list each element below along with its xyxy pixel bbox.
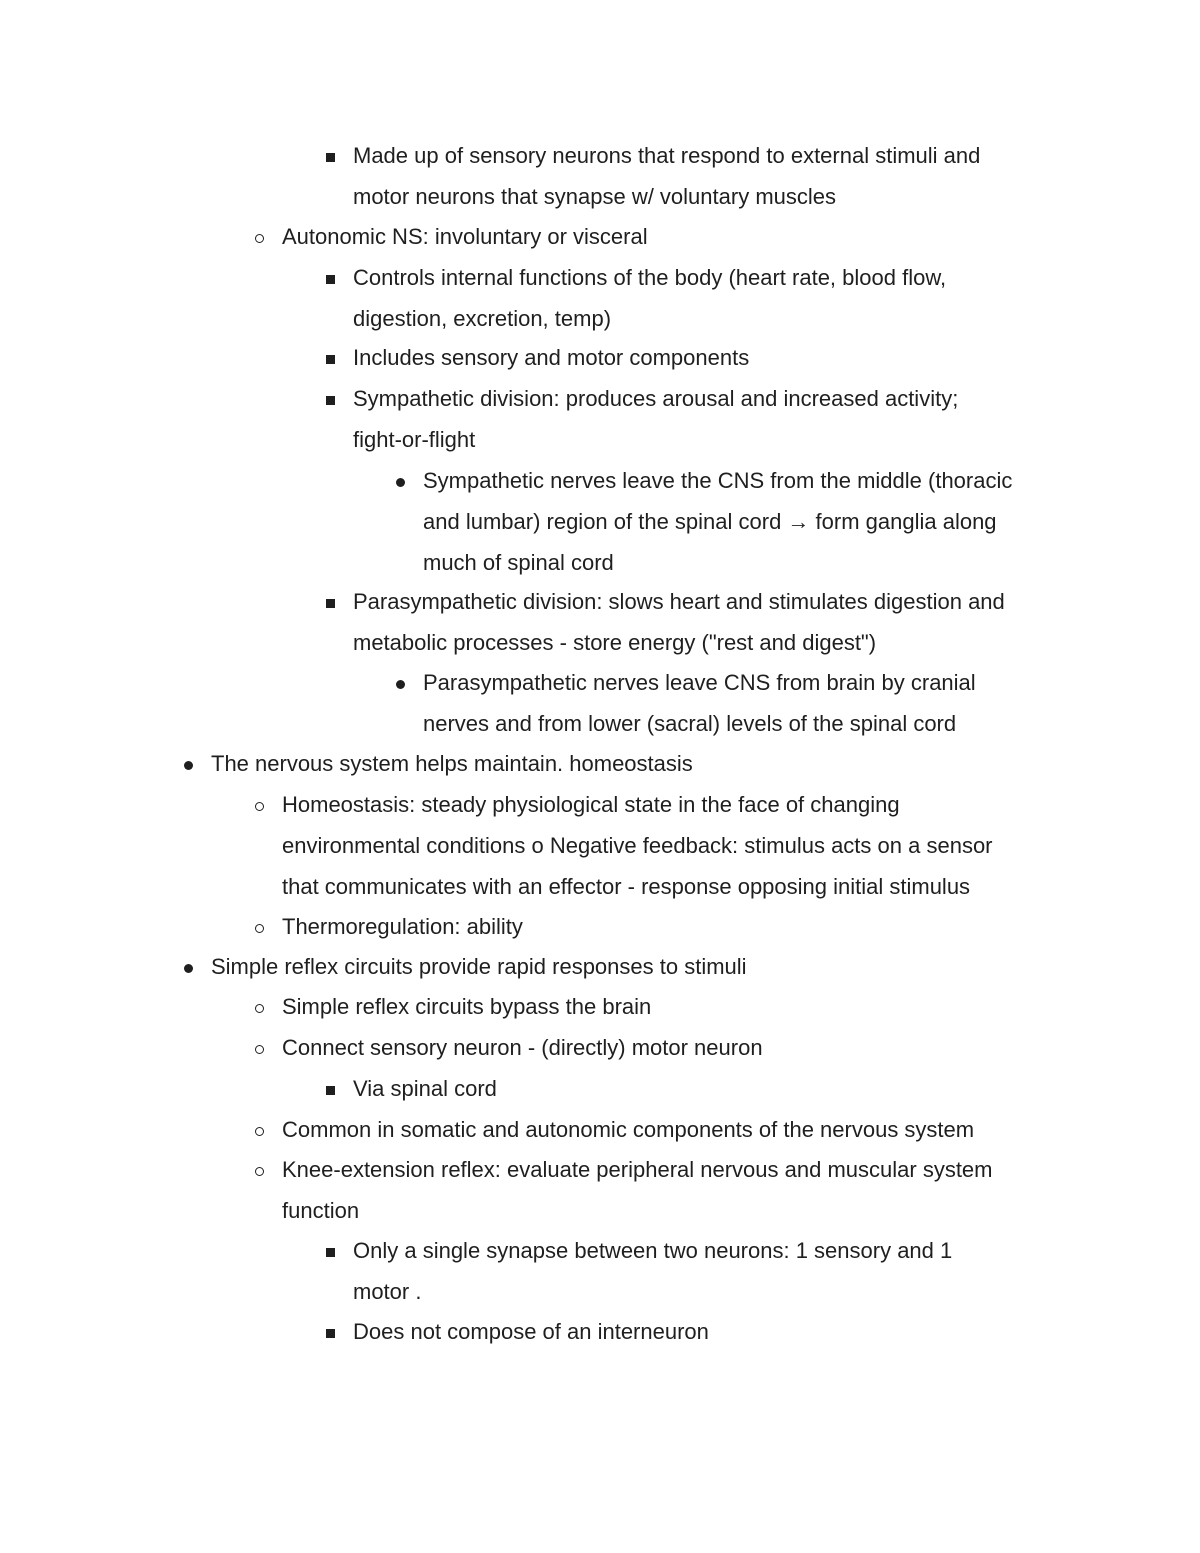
list-item <box>282 987 1072 1028</box>
list-item-line: Simple reflex circuits bypass the brain <box>282 994 652 1019</box>
list-item <box>282 785 1072 907</box>
list-item-line: metabolic processes - store energy ("rest and digest") <box>353 629 877 655</box>
circle-bullet-icon <box>244 1150 274 1191</box>
square-bullet-icon <box>315 1231 345 1272</box>
list-item-line: motor neurons that synapse w/ voluntary muscles <box>353 183 837 209</box>
list-item-line: Controls internal functions of the body (heart rate, blood flow, <box>353 265 947 290</box>
disc-bullet-icon <box>173 947 203 988</box>
circle-bullet-icon <box>244 217 274 258</box>
list-item-line: environmental conditions o Negative feedback: stimulus acts on a sensor <box>282 832 993 858</box>
disc-bullet-icon <box>173 744 203 785</box>
list-item <box>353 582 1073 664</box>
list-item-line: Connect sensory neuron - (directly) motor neuron <box>282 1035 763 1060</box>
list-item-line: Parasympathetic nerves leave CNS from brain by cranial <box>423 670 976 695</box>
list-item-line: Sympathetic division: produces arousal and increased activity; <box>353 386 959 411</box>
list-item-line: Thermoregulation: ability <box>282 914 523 939</box>
list-item-line: Common in somatic and autonomic components of the nervous system <box>282 1117 975 1142</box>
circle-bullet-icon <box>244 907 274 948</box>
square-bullet-icon <box>315 582 345 623</box>
list-item-line: Made up of sensory neurons that respond to external stimuli and <box>353 143 981 168</box>
square-bullet-icon <box>315 379 345 420</box>
square-bullet-icon <box>315 136 345 177</box>
list-item-line: fight-or-flight <box>353 426 476 452</box>
list-item-line: much of spinal cord <box>423 549 614 575</box>
circle-bullet-icon <box>244 785 274 826</box>
list-item-line: Includes sensory and motor components <box>353 345 750 370</box>
circle-bullet-icon <box>244 1110 274 1151</box>
list-item <box>353 1069 1073 1110</box>
list-item-line: Sympathetic nerves leave the CNS from the middle (thoracic <box>423 468 1013 493</box>
list-item <box>353 379 1073 461</box>
list-item <box>282 217 1072 258</box>
list-item <box>423 461 1073 583</box>
list-item <box>353 1231 1073 1313</box>
list-item <box>282 1028 1072 1069</box>
list-item-line: Simple reflex circuits provide rapid responses to stimuli <box>211 954 747 979</box>
list-item-line: motor . <box>353 1278 422 1304</box>
list-item <box>211 744 1071 785</box>
square-bullet-icon <box>315 1069 345 1110</box>
list-item-line: and lumbar) region of the spinal cord → form ganglia along <box>423 508 997 534</box>
disc-bullet-icon <box>385 663 415 704</box>
circle-bullet-icon <box>244 987 274 1028</box>
list-item <box>423 663 1073 745</box>
list-item-line: Via spinal cord <box>353 1076 497 1101</box>
list-item-line: that communicates with an effector - response opposing initial stimulus <box>282 873 971 899</box>
list-item-line: digestion, excretion, temp) <box>353 305 612 331</box>
list-item-line: Does not compose of an interneuron <box>353 1319 709 1344</box>
list-item-line: The nervous system helps maintain. homeostasis <box>211 751 693 776</box>
list-item-line: Only a single synapse between two neurons: 1 sensory and 1 <box>353 1238 953 1263</box>
square-bullet-icon <box>315 338 345 379</box>
list-item-line: Homeostasis: steady physiological state in the face of changing <box>282 792 900 817</box>
list-item-line: function <box>282 1197 360 1223</box>
list-item <box>353 338 1073 379</box>
list-item-line: nerves and from lower (sacral) levels of the spinal cord <box>423 710 957 736</box>
square-bullet-icon <box>315 1312 345 1353</box>
list-item-line: Parasympathetic division: slows heart and stimulates digestion and <box>353 589 1005 614</box>
list-item <box>282 1150 1072 1232</box>
list-item <box>282 1110 1072 1151</box>
list-item <box>353 1312 1073 1353</box>
list-item-line: Knee-extension reflex: evaluate peripheral nervous and muscular system <box>282 1157 993 1182</box>
list-item <box>211 947 1071 988</box>
circle-bullet-icon <box>244 1028 274 1069</box>
list-item <box>353 258 1073 340</box>
list-item <box>353 136 1073 218</box>
disc-bullet-icon <box>385 461 415 502</box>
list-item-line: Autonomic NS: involuntary or visceral <box>282 224 648 249</box>
square-bullet-icon <box>315 258 345 299</box>
list-item <box>282 907 1072 948</box>
